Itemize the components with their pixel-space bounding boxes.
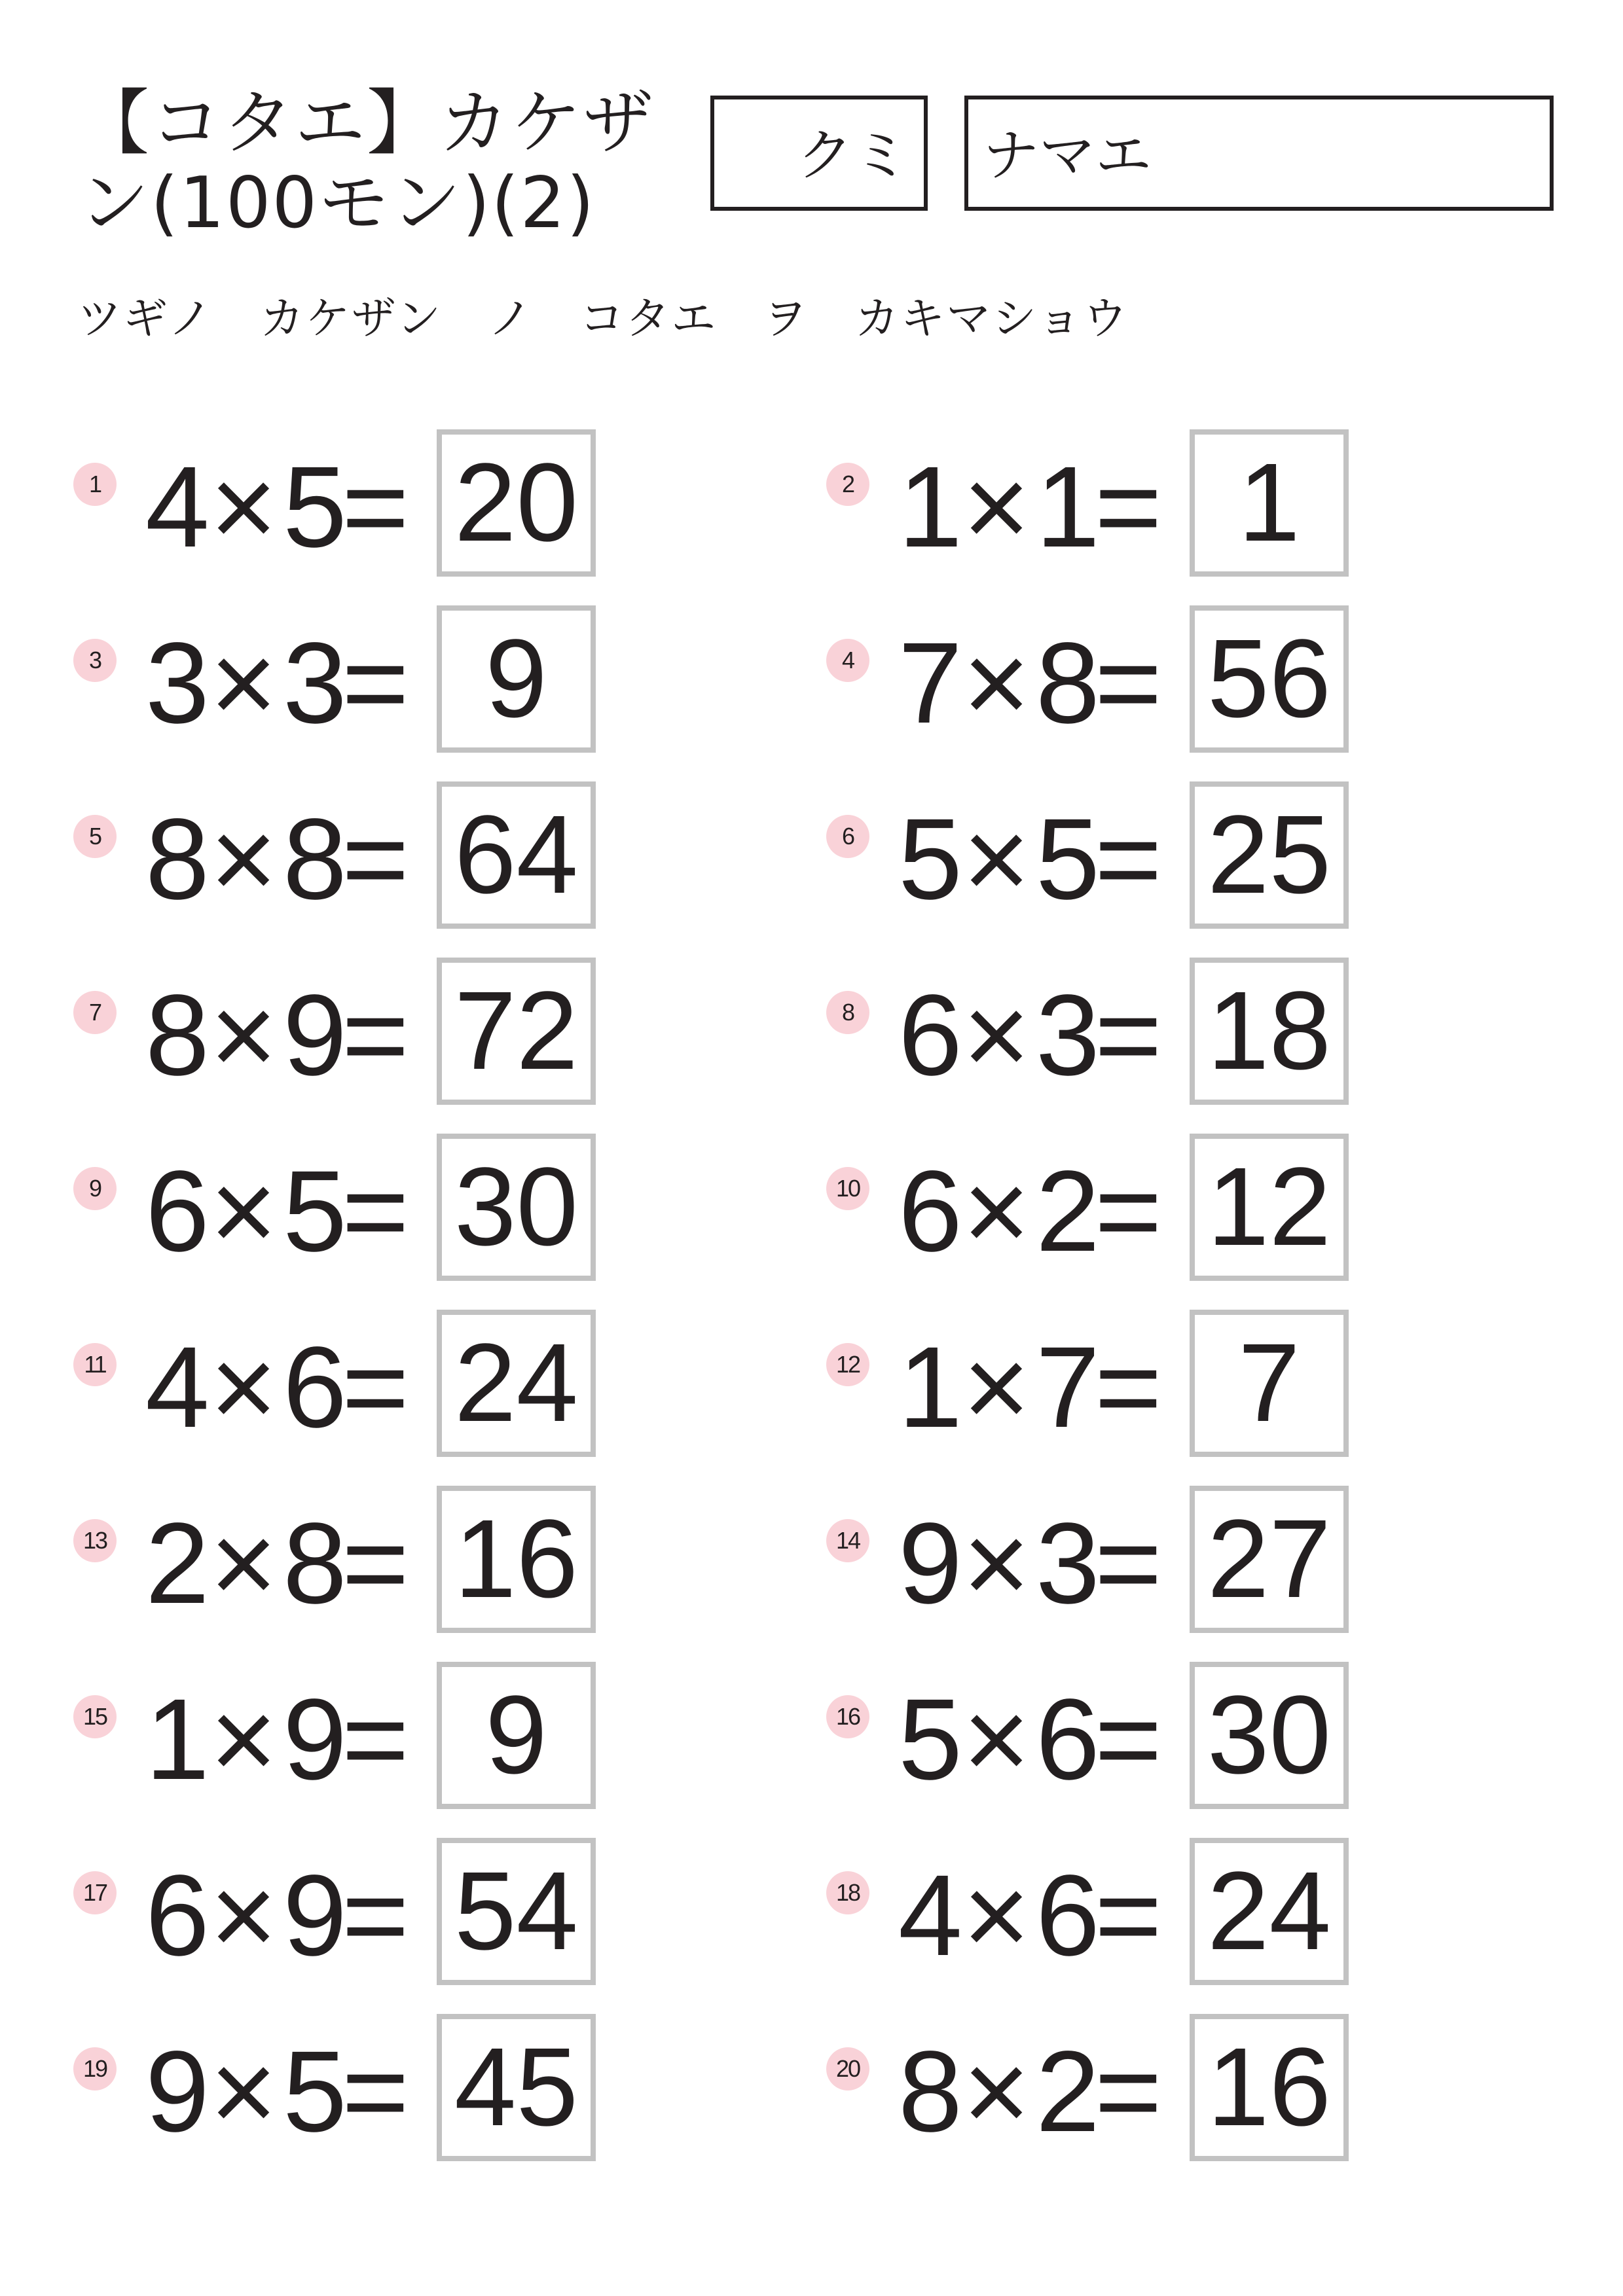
operand-b: 8 — [283, 1499, 347, 1628]
operand-b: 3 — [1036, 1499, 1100, 1628]
problem-item — [73, 960, 702, 1111]
problem-number-badge: 10 — [826, 1167, 869, 1210]
answer-box[interactable]: 9 — [437, 1662, 596, 1809]
answer-box[interactable]: 24 — [1190, 1838, 1349, 1985]
problem-item — [73, 784, 702, 935]
equals-sign: = — [342, 1852, 409, 1980]
answer-box[interactable]: 16 — [437, 1486, 596, 1633]
problem-item — [73, 1664, 702, 1815]
multiply-sign: × — [210, 443, 278, 571]
equation — [145, 960, 409, 1111]
operand-a: 6 — [145, 1852, 210, 1980]
equation — [898, 1488, 1162, 1639]
operand-b: 5 — [283, 1147, 347, 1276]
multiply-sign: × — [962, 795, 1030, 924]
equation — [145, 1840, 409, 1991]
equation — [145, 1312, 409, 1463]
answer-box[interactable]: 54 — [437, 1838, 596, 1985]
problem-number-badge: 20 — [826, 2047, 869, 2090]
equals-sign: = — [1095, 619, 1162, 747]
operand-b: 5 — [283, 443, 347, 571]
problem-item — [826, 1136, 1455, 1287]
problem-item — [826, 960, 1455, 1111]
equation — [145, 784, 409, 935]
multiply-sign: × — [962, 1323, 1030, 1452]
multiply-sign: × — [962, 443, 1030, 571]
equals-sign: = — [1095, 1852, 1162, 1980]
multiply-sign: × — [210, 1852, 278, 1980]
problem-item — [73, 432, 702, 583]
answer-box[interactable]: 20 — [437, 429, 596, 577]
problem-item — [73, 2017, 702, 2167]
answer-box[interactable]: 45 — [437, 2014, 596, 2161]
multiply-sign: × — [210, 971, 278, 1100]
operand-a: 6 — [898, 971, 962, 1100]
problem-number-badge: 8 — [826, 991, 869, 1034]
equals-sign: = — [342, 1676, 409, 1804]
operand-b: 7 — [1036, 1323, 1100, 1452]
problem-number-badge: 9 — [73, 1167, 117, 1210]
problem-item — [826, 432, 1455, 583]
multiply-sign: × — [962, 1499, 1030, 1628]
multiply-sign: × — [210, 1323, 278, 1452]
equals-sign: = — [342, 971, 409, 1100]
problem-number-badge: 3 — [73, 639, 117, 682]
problem-number-badge: 12 — [826, 1343, 869, 1386]
equation — [898, 1664, 1162, 1815]
problem-number-badge: 18 — [826, 1871, 869, 1914]
equals-sign: = — [1095, 1147, 1162, 1276]
equals-sign: = — [342, 1499, 409, 1628]
problem-item — [826, 1664, 1455, 1815]
name-label: ナマエ — [983, 123, 1152, 188]
answer-box[interactable]: 30 — [1190, 1662, 1349, 1809]
equation — [145, 432, 409, 583]
answer-box[interactable]: 72 — [437, 958, 596, 1105]
instruction-text: ツギノ カケザン ノ コタエ ヲ カキマショウ — [77, 293, 1129, 345]
problem-number-badge: 2 — [826, 463, 869, 506]
equation — [898, 2017, 1162, 2167]
operand-a: 8 — [145, 795, 210, 924]
problem-number-badge: 4 — [826, 639, 869, 682]
multiply-sign: × — [962, 971, 1030, 1100]
problem-number-badge: 6 — [826, 815, 869, 858]
answer-box[interactable]: 24 — [437, 1310, 596, 1457]
problem-number-badge: 7 — [73, 991, 117, 1034]
equals-sign: = — [1095, 795, 1162, 924]
multiply-sign: × — [210, 1499, 278, 1628]
operand-b: 2 — [1036, 1147, 1100, 1276]
problem-number-badge: 14 — [826, 1519, 869, 1562]
problem-item — [73, 608, 702, 759]
problem-item — [73, 1312, 702, 1463]
title-line-2: ン(100モン)(2) — [79, 162, 596, 244]
multiply-sign: × — [210, 2028, 278, 2156]
equation — [898, 432, 1162, 583]
operand-a: 8 — [898, 2028, 962, 2156]
problem-number-badge: 1 — [73, 463, 117, 506]
operand-b: 5 — [1036, 795, 1100, 924]
multiply-sign: × — [962, 619, 1030, 747]
class-label: クミ — [797, 123, 909, 188]
operand-a: 1 — [898, 443, 962, 571]
answer-box[interactable]: 18 — [1190, 958, 1349, 1105]
multiply-sign: × — [210, 619, 278, 747]
problem-number-badge: 13 — [73, 1519, 117, 1562]
equals-sign: = — [1095, 2028, 1162, 2156]
operand-a: 7 — [898, 619, 962, 747]
operand-a: 8 — [145, 971, 210, 1100]
multiply-sign: × — [962, 1676, 1030, 1804]
operand-b: 9 — [283, 1676, 347, 1804]
operand-b: 1 — [1036, 443, 1100, 571]
equals-sign: = — [1095, 971, 1162, 1100]
problem-item — [826, 1840, 1455, 1991]
answer-box[interactable]: 30 — [437, 1134, 596, 1281]
operand-b: 5 — [283, 2028, 347, 2156]
operand-a: 4 — [898, 1852, 962, 1980]
answer-box[interactable]: 64 — [437, 781, 596, 929]
equals-sign: = — [1095, 1323, 1162, 1452]
problem-number-badge: 17 — [73, 1871, 117, 1914]
answer-box[interactable]: 1 — [1190, 429, 1349, 577]
operand-a: 4 — [145, 1323, 210, 1452]
equation — [145, 608, 409, 759]
problem-number-badge: 15 — [73, 1695, 117, 1738]
title-line-1: 【コタエ】カケザ — [79, 82, 655, 164]
operand-a: 4 — [145, 443, 210, 571]
equals-sign: = — [1095, 1499, 1162, 1628]
operand-a: 9 — [898, 1499, 962, 1628]
equation — [898, 608, 1162, 759]
answer-box[interactable]: 56 — [1190, 605, 1349, 753]
equals-sign: = — [342, 1323, 409, 1452]
equals-sign: = — [342, 443, 409, 571]
equation — [145, 2017, 409, 2167]
problem-item — [826, 608, 1455, 759]
equals-sign: = — [342, 795, 409, 924]
equals-sign: = — [1095, 443, 1162, 571]
operand-b: 6 — [1036, 1852, 1100, 1980]
problem-item — [826, 1312, 1455, 1463]
operand-a: 2 — [145, 1499, 210, 1628]
operand-b: 9 — [283, 1852, 347, 1980]
problem-item — [73, 1488, 702, 1639]
operand-a: 5 — [898, 1676, 962, 1804]
operand-a: 1 — [145, 1676, 210, 1804]
answer-box[interactable]: 7 — [1190, 1310, 1349, 1457]
equals-sign: = — [1095, 1676, 1162, 1804]
equation — [898, 960, 1162, 1111]
problem-item — [826, 784, 1455, 935]
problem-number-badge: 16 — [826, 1695, 869, 1738]
problem-number-badge: 19 — [73, 2047, 117, 2090]
equation — [145, 1488, 409, 1639]
multiply-sign: × — [210, 1147, 278, 1276]
operand-b: 6 — [1036, 1676, 1100, 1804]
operand-b: 8 — [283, 795, 347, 924]
operand-b: 3 — [283, 619, 347, 747]
operand-b: 9 — [283, 971, 347, 1100]
equals-sign: = — [342, 619, 409, 747]
multiply-sign: × — [210, 1676, 278, 1804]
operand-a: 1 — [898, 1323, 962, 1452]
operand-a: 5 — [898, 795, 962, 924]
equals-sign: = — [342, 2028, 409, 2156]
multiply-sign: × — [210, 795, 278, 924]
equation — [898, 1840, 1162, 1991]
operand-b: 2 — [1036, 2028, 1100, 2156]
equation — [898, 1312, 1162, 1463]
answer-box[interactable]: 12 — [1190, 1134, 1349, 1281]
answer-box[interactable]: 9 — [437, 605, 596, 753]
multiply-sign: × — [962, 1852, 1030, 1980]
operand-b: 8 — [1036, 619, 1100, 747]
multiply-sign: × — [962, 1147, 1030, 1276]
operand-b: 6 — [283, 1323, 347, 1452]
multiply-sign: × — [962, 2028, 1030, 2156]
problem-item — [73, 1840, 702, 1991]
operand-a: 9 — [145, 2028, 210, 2156]
problem-item — [73, 1136, 702, 1287]
equation — [898, 784, 1162, 935]
operand-a: 6 — [145, 1147, 210, 1276]
equals-sign: = — [342, 1147, 409, 1276]
answer-box[interactable]: 16 — [1190, 2014, 1349, 2161]
answer-box[interactable]: 25 — [1190, 781, 1349, 929]
equation — [145, 1664, 409, 1815]
answer-box[interactable]: 27 — [1190, 1486, 1349, 1633]
operand-a: 6 — [898, 1147, 962, 1276]
equation — [898, 1136, 1162, 1287]
operand-b: 3 — [1036, 971, 1100, 1100]
equation — [145, 1136, 409, 1287]
problem-number-badge: 11 — [73, 1343, 117, 1386]
problem-number-badge: 5 — [73, 815, 117, 858]
problem-item — [826, 2017, 1455, 2167]
problem-item — [826, 1488, 1455, 1639]
operand-a: 3 — [145, 619, 210, 747]
